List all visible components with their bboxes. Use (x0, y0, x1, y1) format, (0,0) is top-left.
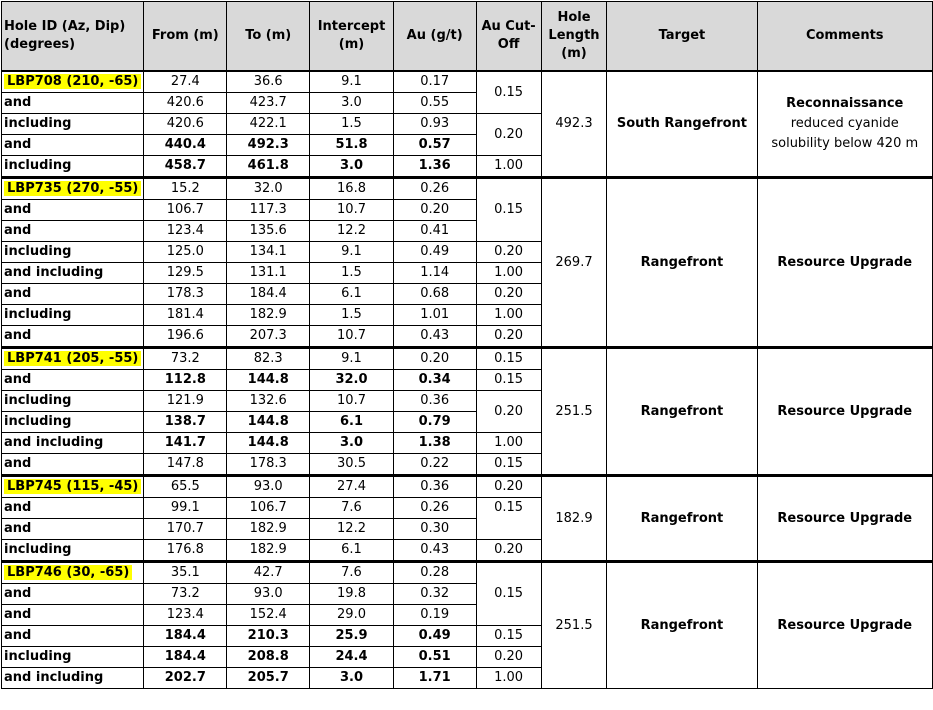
intercept-cell: 12.2 (310, 221, 394, 242)
cutoff-cell: 0.20 (476, 242, 541, 263)
to-cell: 208.8 (227, 647, 310, 668)
intercept-cell: 16.8 (310, 178, 394, 200)
au-cell: 0.49 (393, 242, 476, 263)
table-row (2, 476, 933, 498)
table-row (2, 562, 933, 584)
to-cell: 184.4 (227, 284, 310, 305)
drill-results-table (1, 1, 933, 689)
au-cell: 0.36 (393, 391, 476, 412)
from-cell: 123.4 (144, 605, 227, 626)
comment-title: Reconnaissance (786, 96, 904, 111)
hole-id-highlight: LBP741 (205, -55) (4, 351, 141, 366)
from-cell: 458.7 (144, 156, 227, 178)
relation-label: and (2, 200, 144, 221)
to-cell: 182.9 (227, 519, 310, 540)
intercept-cell: 27.4 (310, 476, 394, 498)
from-cell: 112.8 (144, 370, 227, 391)
intercept-cell: 6.1 (310, 284, 394, 305)
intercept-cell: 10.7 (310, 391, 394, 412)
col-header-cutoff: Au Cut-Off (476, 2, 541, 72)
relation-label: including (2, 156, 144, 178)
relation-label: and (2, 221, 144, 242)
au-cell: 0.68 (393, 284, 476, 305)
to-cell: 207.3 (227, 326, 310, 348)
from-cell: 123.4 (144, 221, 227, 242)
from-cell: 125.0 (144, 242, 227, 263)
intercept-cell: 3.0 (310, 93, 394, 114)
to-cell: 205.7 (227, 668, 310, 689)
cutoff-cell: 0.20 (476, 114, 541, 156)
to-cell: 117.3 (227, 200, 310, 221)
to-cell: 152.4 (227, 605, 310, 626)
intercept-cell: 6.1 (310, 412, 394, 433)
table-row (2, 348, 933, 370)
relation-label: and (2, 519, 144, 540)
relation-label: and (2, 370, 144, 391)
hole-length-cell: 269.7 (541, 178, 607, 348)
au-cell: 0.17 (393, 71, 476, 93)
cutoff-cell: 0.15 (476, 71, 541, 114)
au-cell: 0.43 (393, 540, 476, 562)
au-cell: 0.36 (393, 476, 476, 498)
cutoff-cell: 0.15 (476, 178, 541, 242)
au-cell: 0.49 (393, 626, 476, 647)
hole-length-cell: 251.5 (541, 562, 607, 689)
intercept-cell: 12.2 (310, 519, 394, 540)
table-row (2, 71, 933, 93)
from-cell: 129.5 (144, 263, 227, 284)
from-cell: 121.9 (144, 391, 227, 412)
cutoff-cell: 0.15 (476, 498, 541, 540)
target-cell: South Rangefront (607, 71, 757, 178)
comments-cell: Resource Upgrade (757, 348, 933, 476)
cutoff-cell: 1.00 (476, 668, 541, 689)
relation-label: including (2, 412, 144, 433)
from-cell: 184.4 (144, 626, 227, 647)
from-cell: 170.7 (144, 519, 227, 540)
to-cell: 178.3 (227, 454, 310, 476)
from-cell: 181.4 (144, 305, 227, 326)
au-cell: 0.51 (393, 647, 476, 668)
from-cell: 184.4 (144, 647, 227, 668)
relation-label: and including (2, 263, 144, 284)
to-cell: 132.6 (227, 391, 310, 412)
au-cell: 0.43 (393, 326, 476, 348)
to-cell: 144.8 (227, 412, 310, 433)
to-cell: 93.0 (227, 584, 310, 605)
au-cell: 1.14 (393, 263, 476, 284)
au-cell: 1.36 (393, 156, 476, 178)
cutoff-cell: 0.15 (476, 454, 541, 476)
from-cell: 106.7 (144, 200, 227, 221)
relation-label: and (2, 326, 144, 348)
cutoff-cell: 1.00 (476, 156, 541, 178)
hole-id-highlight: LBP746 (30, -65) (4, 565, 132, 580)
relation-label: and (2, 93, 144, 114)
cutoff-cell: 0.15 (476, 626, 541, 647)
hole-group-lbp735 (2, 178, 933, 348)
cutoff-cell: 0.20 (476, 540, 541, 562)
au-cell: 0.26 (393, 178, 476, 200)
intercept-cell: 1.5 (310, 263, 394, 284)
from-cell: 176.8 (144, 540, 227, 562)
hole-id-cell (2, 476, 144, 498)
intercept-cell: 3.0 (310, 433, 394, 454)
au-cell: 0.22 (393, 454, 476, 476)
intercept-cell: 7.6 (310, 562, 394, 584)
hole-group-lbp745 (2, 476, 933, 562)
relation-label: including (2, 114, 144, 135)
intercept-cell: 9.1 (310, 242, 394, 263)
intercept-cell: 1.5 (310, 305, 394, 326)
hole-group-lbp708 (2, 71, 933, 178)
relation-label: including (2, 647, 144, 668)
relation-label: and (2, 605, 144, 626)
comments-cell: Resource Upgrade (757, 178, 933, 348)
to-cell: 182.9 (227, 540, 310, 562)
from-cell: 73.2 (144, 348, 227, 370)
intercept-cell: 19.8 (310, 584, 394, 605)
intercept-cell: 1.5 (310, 114, 394, 135)
cutoff-cell: 1.00 (476, 433, 541, 454)
intercept-cell: 9.1 (310, 348, 394, 370)
from-cell: 196.6 (144, 326, 227, 348)
cutoff-cell: 0.20 (476, 391, 541, 433)
target-cell: Rangefront (607, 178, 757, 348)
relation-label: including (2, 305, 144, 326)
to-cell: 182.9 (227, 305, 310, 326)
from-cell: 420.6 (144, 114, 227, 135)
cutoff-cell: 0.20 (476, 476, 541, 498)
intercept-cell: 9.1 (310, 71, 394, 93)
col-header-from: From (m) (144, 2, 227, 72)
target-cell: Rangefront (607, 348, 757, 476)
from-cell: 178.3 (144, 284, 227, 305)
au-cell: 1.71 (393, 668, 476, 689)
to-cell: 135.6 (227, 221, 310, 242)
relation-label: and (2, 135, 144, 156)
intercept-cell: 6.1 (310, 540, 394, 562)
to-cell: 144.8 (227, 370, 310, 391)
relation-label: and (2, 454, 144, 476)
relation-label: and (2, 284, 144, 305)
cutoff-cell: 0.15 (476, 348, 541, 370)
from-cell: 440.4 (144, 135, 227, 156)
au-cell: 1.38 (393, 433, 476, 454)
to-cell: 492.3 (227, 135, 310, 156)
col-header-to: To (m) (227, 2, 310, 72)
from-cell: 141.7 (144, 433, 227, 454)
intercept-cell: 10.7 (310, 200, 394, 221)
to-cell: 42.7 (227, 562, 310, 584)
col-header-hole-id: Hole ID (Az, Dip) (degrees) (2, 2, 144, 72)
target-cell: Rangefront (607, 476, 757, 562)
au-cell: 0.32 (393, 584, 476, 605)
relation-label: including (2, 391, 144, 412)
au-cell: 0.79 (393, 412, 476, 433)
col-header-au: Au (g/t) (393, 2, 476, 72)
hole-group-lbp746 (2, 562, 933, 689)
cutoff-cell: 0.15 (476, 562, 541, 626)
to-cell: 461.8 (227, 156, 310, 178)
to-cell: 131.1 (227, 263, 310, 284)
au-cell: 0.28 (393, 562, 476, 584)
intercept-cell: 29.0 (310, 605, 394, 626)
to-cell: 106.7 (227, 498, 310, 519)
comments-cell: Resource Upgrade (757, 476, 933, 562)
to-cell: 32.0 (227, 178, 310, 200)
hole-length-cell: 182.9 (541, 476, 607, 562)
to-cell: 210.3 (227, 626, 310, 647)
hole-id-cell (2, 562, 144, 584)
au-cell: 1.01 (393, 305, 476, 326)
to-cell: 423.7 (227, 93, 310, 114)
au-cell: 0.20 (393, 348, 476, 370)
hole-length-cell: 492.3 (541, 71, 607, 178)
col-header-comments: Comments (757, 2, 933, 72)
cutoff-cell: 0.15 (476, 370, 541, 391)
from-cell: 138.7 (144, 412, 227, 433)
from-cell: 202.7 (144, 668, 227, 689)
target-cell: Rangefront (607, 562, 757, 689)
au-cell: 0.34 (393, 370, 476, 391)
cutoff-cell: 0.20 (476, 284, 541, 305)
cutoff-cell: 0.20 (476, 326, 541, 348)
hole-group-lbp741 (2, 348, 933, 476)
from-cell: 15.2 (144, 178, 227, 200)
intercept-cell: 24.4 (310, 647, 394, 668)
to-cell: 134.1 (227, 242, 310, 263)
col-header-length: Hole Length (m) (541, 2, 607, 72)
au-cell: 0.30 (393, 519, 476, 540)
from-cell: 73.2 (144, 584, 227, 605)
cutoff-cell: 1.00 (476, 263, 541, 284)
to-cell: 93.0 (227, 476, 310, 498)
from-cell: 65.5 (144, 476, 227, 498)
relation-label: including (2, 242, 144, 263)
hole-length-cell: 251.5 (541, 348, 607, 476)
intercept-cell: 30.5 (310, 454, 394, 476)
comments-cell (757, 71, 933, 178)
au-cell: 0.20 (393, 200, 476, 221)
comment-subtext: reduced cyanide solubility below 420 m (771, 116, 919, 151)
to-cell: 422.1 (227, 114, 310, 135)
relation-label: and (2, 584, 144, 605)
hole-id-cell (2, 178, 144, 200)
au-cell: 0.26 (393, 498, 476, 519)
intercept-cell: 3.0 (310, 156, 394, 178)
relation-label: including (2, 540, 144, 562)
cutoff-cell: 1.00 (476, 305, 541, 326)
hole-id-highlight: LBP708 (210, -65) (4, 74, 141, 89)
hole-id-cell (2, 348, 144, 370)
intercept-cell: 25.9 (310, 626, 394, 647)
from-cell: 27.4 (144, 71, 227, 93)
comments-cell: Resource Upgrade (757, 562, 933, 689)
from-cell: 147.8 (144, 454, 227, 476)
intercept-cell: 7.6 (310, 498, 394, 519)
from-cell: 35.1 (144, 562, 227, 584)
intercept-cell: 3.0 (310, 668, 394, 689)
drill-results-table-wrapper (1, 1, 933, 689)
col-header-intercept: Intercept (m) (310, 2, 394, 72)
hole-id-highlight: LBP745 (115, -45) (4, 479, 141, 494)
header-row (2, 2, 933, 72)
to-cell: 36.6 (227, 71, 310, 93)
intercept-cell: 51.8 (310, 135, 394, 156)
relation-label: and (2, 626, 144, 647)
from-cell: 99.1 (144, 498, 227, 519)
col-header-target: Target (607, 2, 757, 72)
au-cell: 0.93 (393, 114, 476, 135)
cutoff-cell: 0.20 (476, 647, 541, 668)
from-cell: 420.6 (144, 93, 227, 114)
au-cell: 0.19 (393, 605, 476, 626)
relation-label: and including (2, 668, 144, 689)
to-cell: 144.8 (227, 433, 310, 454)
au-cell: 0.55 (393, 93, 476, 114)
relation-label: and including (2, 433, 144, 454)
intercept-cell: 32.0 (310, 370, 394, 391)
table-row (2, 178, 933, 200)
au-cell: 0.57 (393, 135, 476, 156)
to-cell: 82.3 (227, 348, 310, 370)
hole-id-cell (2, 71, 144, 93)
au-cell: 0.41 (393, 221, 476, 242)
hole-id-highlight: LBP735 (270, -55) (4, 181, 141, 196)
intercept-cell: 10.7 (310, 326, 394, 348)
relation-label: and (2, 498, 144, 519)
